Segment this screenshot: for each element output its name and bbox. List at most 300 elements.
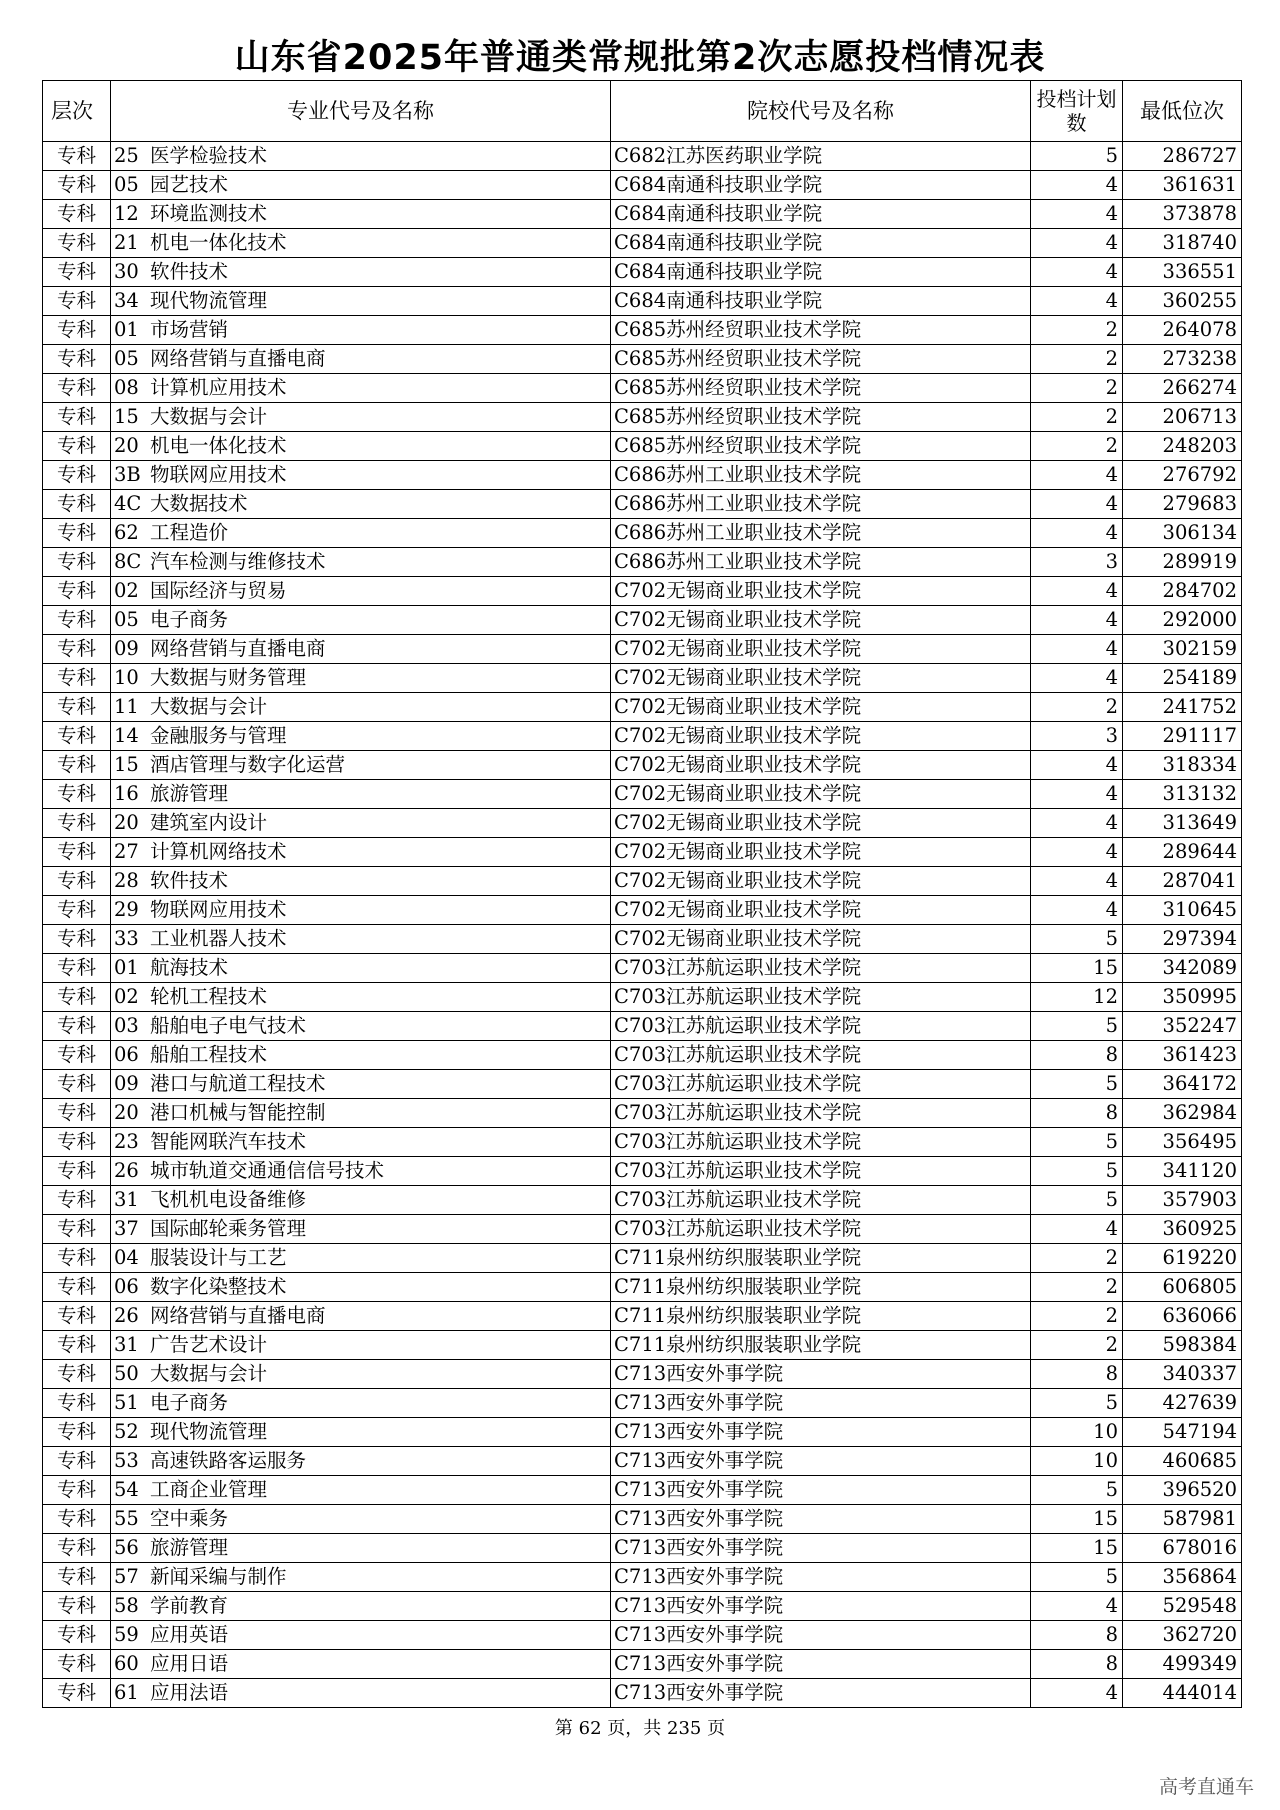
major-name: 工商企业管理 xyxy=(150,1478,268,1501)
cell-major xyxy=(111,1244,611,1273)
major-name: 计算机网络技术 xyxy=(150,840,287,863)
cell-plan: 4 xyxy=(1031,838,1123,867)
major-name: 汽车检测与维修技术 xyxy=(150,550,326,573)
cell-plan: 4 xyxy=(1031,577,1123,606)
cell-rank: 206713 xyxy=(1123,403,1242,432)
major-code: 10 xyxy=(114,666,139,689)
major-code: 09 xyxy=(114,637,139,660)
cell-rank: 361423 xyxy=(1123,1041,1242,1070)
table-row xyxy=(43,1215,1242,1244)
table-body xyxy=(43,142,1242,1708)
major-name: 电子商务 xyxy=(150,608,229,631)
major-name: 网络营销与直播电商 xyxy=(150,637,326,660)
header-level: 层次 xyxy=(43,81,111,142)
major-name: 应用英语 xyxy=(150,1623,229,1646)
table-row xyxy=(43,925,1242,954)
major-code: 37 xyxy=(114,1217,139,1240)
major-name: 工业机器人技术 xyxy=(150,927,287,950)
cell-school: C702无锡商业职业技术学院 xyxy=(611,751,1031,780)
cell-rank: 598384 xyxy=(1123,1331,1242,1360)
cell-level: 专科 xyxy=(43,1650,111,1679)
major-name: 空中乘务 xyxy=(150,1507,229,1530)
table-row xyxy=(43,577,1242,606)
cell-school: C685苏州经贸职业技术学院 xyxy=(611,432,1031,461)
table-row xyxy=(43,635,1242,664)
cell-level: 专科 xyxy=(43,577,111,606)
major-name: 现代物流管理 xyxy=(150,289,268,312)
cell-rank: 341120 xyxy=(1123,1157,1242,1186)
cell-school: C686苏州工业职业技术学院 xyxy=(611,461,1031,490)
major-name: 医学检验技术 xyxy=(150,144,268,167)
cell-plan: 5 xyxy=(1031,1128,1123,1157)
major-code: 51 xyxy=(114,1391,139,1414)
table-row xyxy=(43,1041,1242,1070)
cell-rank: 286727 xyxy=(1123,142,1242,171)
cell-level: 专科 xyxy=(43,606,111,635)
cell-level: 专科 xyxy=(43,1302,111,1331)
major-name: 船舶电子电气技术 xyxy=(150,1014,307,1037)
major-code: 50 xyxy=(114,1362,139,1385)
cell-rank: 357903 xyxy=(1123,1186,1242,1215)
cell-major xyxy=(111,200,611,229)
major-name: 应用日语 xyxy=(150,1652,229,1675)
cell-rank: 362984 xyxy=(1123,1099,1242,1128)
major-code: 16 xyxy=(114,782,139,805)
cell-rank: 318740 xyxy=(1123,229,1242,258)
cell-major xyxy=(111,1534,611,1563)
admission-table xyxy=(42,80,1242,1708)
cell-school: C713西安外事学院 xyxy=(611,1563,1031,1592)
cell-school: C702无锡商业职业技术学院 xyxy=(611,780,1031,809)
table-row xyxy=(43,1534,1242,1563)
cell-school: C713西安外事学院 xyxy=(611,1389,1031,1418)
cell-rank: 396520 xyxy=(1123,1476,1242,1505)
cell-major xyxy=(111,1128,611,1157)
cell-major xyxy=(111,838,611,867)
cell-school: C703江苏航运职业技术学院 xyxy=(611,1041,1031,1070)
major-code: 06 xyxy=(114,1275,139,1298)
cell-level: 专科 xyxy=(43,1534,111,1563)
major-name: 现代物流管理 xyxy=(150,1420,268,1443)
major-name: 航海技术 xyxy=(150,956,229,979)
table-row xyxy=(43,780,1242,809)
header-plan: 投档计划数 xyxy=(1031,81,1123,142)
cell-rank: 313132 xyxy=(1123,780,1242,809)
cell-major xyxy=(111,954,611,983)
cell-school: C702无锡商业职业技术学院 xyxy=(611,838,1031,867)
cell-level: 专科 xyxy=(43,287,111,316)
major-name: 船舶工程技术 xyxy=(150,1043,268,1066)
cell-level: 专科 xyxy=(43,1447,111,1476)
table-row xyxy=(43,1389,1242,1418)
major-name: 金融服务与管理 xyxy=(150,724,287,747)
cell-rank: 306134 xyxy=(1123,519,1242,548)
cell-plan: 4 xyxy=(1031,780,1123,809)
cell-level: 专科 xyxy=(43,200,111,229)
major-code: 59 xyxy=(114,1623,139,1646)
cell-level: 专科 xyxy=(43,1331,111,1360)
cell-plan: 8 xyxy=(1031,1041,1123,1070)
major-name: 建筑室内设计 xyxy=(150,811,268,834)
cell-rank: 284702 xyxy=(1123,577,1242,606)
cell-school: C711泉州纺织服装职业学院 xyxy=(611,1273,1031,1302)
cell-school: C685苏州经贸职业技术学院 xyxy=(611,316,1031,345)
major-name: 物联网应用技术 xyxy=(150,898,287,921)
cell-school: C713西安外事学院 xyxy=(611,1505,1031,1534)
cell-plan: 8 xyxy=(1031,1360,1123,1389)
cell-major xyxy=(111,258,611,287)
cell-plan: 15 xyxy=(1031,1505,1123,1534)
cell-level: 专科 xyxy=(43,1070,111,1099)
major-code: 52 xyxy=(114,1420,139,1443)
table-row xyxy=(43,722,1242,751)
cell-rank: 619220 xyxy=(1123,1244,1242,1273)
table-row xyxy=(43,1128,1242,1157)
cell-plan: 2 xyxy=(1031,345,1123,374)
major-code: 05 xyxy=(114,608,139,631)
table-row xyxy=(43,490,1242,519)
cell-plan: 2 xyxy=(1031,1273,1123,1302)
major-name: 机电一体化技术 xyxy=(150,434,287,457)
major-code: 29 xyxy=(114,898,139,921)
major-name: 物联网应用技术 xyxy=(150,463,287,486)
table-row xyxy=(43,809,1242,838)
cell-major xyxy=(111,548,611,577)
cell-plan: 3 xyxy=(1031,722,1123,751)
major-code: 15 xyxy=(114,753,139,776)
cell-plan: 4 xyxy=(1031,287,1123,316)
cell-level: 专科 xyxy=(43,780,111,809)
cell-rank: 287041 xyxy=(1123,867,1242,896)
cell-rank: 352247 xyxy=(1123,1012,1242,1041)
cell-level: 专科 xyxy=(43,316,111,345)
cell-rank: 373878 xyxy=(1123,200,1242,229)
cell-level: 专科 xyxy=(43,1273,111,1302)
table-row xyxy=(43,1012,1242,1041)
table-row xyxy=(43,345,1242,374)
major-code: 54 xyxy=(114,1478,139,1501)
cell-school: C684南通科技职业学院 xyxy=(611,229,1031,258)
cell-rank: 302159 xyxy=(1123,635,1242,664)
cell-rank: 364172 xyxy=(1123,1070,1242,1099)
cell-level: 专科 xyxy=(43,345,111,374)
cell-plan: 4 xyxy=(1031,635,1123,664)
cell-plan: 2 xyxy=(1031,432,1123,461)
major-code: 31 xyxy=(114,1188,139,1211)
major-code: 31 xyxy=(114,1333,139,1356)
cell-school: C703江苏航运职业技术学院 xyxy=(611,954,1031,983)
cell-major xyxy=(111,1331,611,1360)
cell-school: C703江苏航运职业技术学院 xyxy=(611,1157,1031,1186)
major-name: 新闻采编与制作 xyxy=(150,1565,287,1588)
cell-rank: 289919 xyxy=(1123,548,1242,577)
major-name: 酒店管理与数字化运营 xyxy=(150,753,346,776)
cell-level: 专科 xyxy=(43,258,111,287)
cell-plan: 8 xyxy=(1031,1099,1123,1128)
cell-major xyxy=(111,1273,611,1302)
table-row xyxy=(43,1157,1242,1186)
major-code: 25 xyxy=(114,144,139,167)
cell-plan: 4 xyxy=(1031,606,1123,635)
major-name: 广告艺术设计 xyxy=(150,1333,268,1356)
major-code: 20 xyxy=(114,811,139,834)
cell-school: C685苏州经贸职业技术学院 xyxy=(611,403,1031,432)
cell-level: 专科 xyxy=(43,1099,111,1128)
cell-major xyxy=(111,1099,611,1128)
table-row xyxy=(43,1360,1242,1389)
cell-level: 专科 xyxy=(43,1157,111,1186)
major-code: 27 xyxy=(114,840,139,863)
major-name: 园艺技术 xyxy=(150,173,229,196)
major-code: 20 xyxy=(114,434,139,457)
cell-rank: 356864 xyxy=(1123,1563,1242,1592)
cell-school: C702无锡商业职业技术学院 xyxy=(611,606,1031,635)
cell-plan: 4 xyxy=(1031,258,1123,287)
cell-school: C711泉州纺织服装职业学院 xyxy=(611,1302,1031,1331)
page-footer: 第 62 页，共 235 页 xyxy=(554,1718,726,1739)
table-row xyxy=(43,200,1242,229)
cell-level: 专科 xyxy=(43,1389,111,1418)
major-name: 飞机机电设备维修 xyxy=(150,1188,307,1211)
major-name: 旅游管理 xyxy=(150,1536,229,1559)
cell-major xyxy=(111,1012,611,1041)
cell-level: 专科 xyxy=(43,809,111,838)
cell-major xyxy=(111,867,611,896)
cell-rank: 360925 xyxy=(1123,1215,1242,1244)
cell-plan: 10 xyxy=(1031,1447,1123,1476)
major-name: 高速铁路客运服务 xyxy=(150,1449,307,1472)
major-code: 01 xyxy=(114,318,139,341)
cell-rank: 297394 xyxy=(1123,925,1242,954)
major-code: 3B xyxy=(114,463,141,486)
cell-major xyxy=(111,432,611,461)
major-name: 网络营销与直播电商 xyxy=(150,1304,326,1327)
major-name: 网络营销与直播电商 xyxy=(150,347,326,370)
cell-level: 专科 xyxy=(43,142,111,171)
cell-rank: 636066 xyxy=(1123,1302,1242,1331)
cell-plan: 2 xyxy=(1031,403,1123,432)
cell-major xyxy=(111,1302,611,1331)
cell-major xyxy=(111,809,611,838)
cell-school: C711泉州纺织服装职业学院 xyxy=(611,1331,1031,1360)
cell-school: C703江苏航运职业技术学院 xyxy=(611,1215,1031,1244)
table-row xyxy=(43,374,1242,403)
cell-plan: 4 xyxy=(1031,461,1123,490)
major-code: 05 xyxy=(114,173,139,196)
cell-plan: 4 xyxy=(1031,896,1123,925)
cell-major xyxy=(111,142,611,171)
major-code: 06 xyxy=(114,1043,139,1066)
cell-school: C702无锡商业职业技术学院 xyxy=(611,635,1031,664)
major-code: 26 xyxy=(114,1159,139,1182)
cell-level: 专科 xyxy=(43,432,111,461)
cell-plan: 5 xyxy=(1031,1563,1123,1592)
cell-level: 专科 xyxy=(43,1476,111,1505)
cell-level: 专科 xyxy=(43,635,111,664)
major-code: 02 xyxy=(114,985,139,1008)
cell-rank: 427639 xyxy=(1123,1389,1242,1418)
cell-plan: 4 xyxy=(1031,809,1123,838)
cell-school: C713西安外事学院 xyxy=(611,1679,1031,1708)
cell-level: 专科 xyxy=(43,751,111,780)
cell-school: C713西安外事学院 xyxy=(611,1476,1031,1505)
cell-major xyxy=(111,1215,611,1244)
major-name: 港口与航道工程技术 xyxy=(150,1072,326,1095)
cell-plan: 4 xyxy=(1031,519,1123,548)
cell-level: 专科 xyxy=(43,1244,111,1273)
table-row xyxy=(43,954,1242,983)
cell-school: C702无锡商业职业技术学院 xyxy=(611,867,1031,896)
table-row xyxy=(43,1476,1242,1505)
cell-plan: 10 xyxy=(1031,1418,1123,1447)
cell-major xyxy=(111,316,611,345)
cell-rank: 313649 xyxy=(1123,809,1242,838)
major-name: 学前教育 xyxy=(150,1594,229,1617)
cell-major xyxy=(111,577,611,606)
cell-rank: 254189 xyxy=(1123,664,1242,693)
cell-rank: 547194 xyxy=(1123,1418,1242,1447)
cell-major xyxy=(111,1679,611,1708)
cell-major xyxy=(111,519,611,548)
cell-rank: 360255 xyxy=(1123,287,1242,316)
table-row xyxy=(43,606,1242,635)
cell-level: 专科 xyxy=(43,490,111,519)
cell-plan: 2 xyxy=(1031,1331,1123,1360)
cell-plan: 4 xyxy=(1031,200,1123,229)
cell-level: 专科 xyxy=(43,1041,111,1070)
table-row xyxy=(43,171,1242,200)
cell-rank: 279683 xyxy=(1123,490,1242,519)
major-code: 33 xyxy=(114,927,139,950)
cell-major xyxy=(111,1505,611,1534)
cell-rank: 264078 xyxy=(1123,316,1242,345)
cell-major xyxy=(111,1563,611,1592)
major-name: 大数据与财务管理 xyxy=(150,666,307,689)
major-code: 14 xyxy=(114,724,139,747)
cell-major xyxy=(111,925,611,954)
watermark: 高考直通车 xyxy=(1158,1776,1254,1798)
major-code: 09 xyxy=(114,1072,139,1095)
table-row xyxy=(43,229,1242,258)
cell-major xyxy=(111,606,611,635)
cell-school: C702无锡商业职业技术学院 xyxy=(611,664,1031,693)
table-row xyxy=(43,403,1242,432)
cell-major xyxy=(111,1070,611,1099)
cell-level: 专科 xyxy=(43,1128,111,1157)
cell-plan: 5 xyxy=(1031,1186,1123,1215)
major-code: 03 xyxy=(114,1014,139,1037)
cell-major xyxy=(111,345,611,374)
cell-rank: 587981 xyxy=(1123,1505,1242,1534)
cell-school: C713西安外事学院 xyxy=(611,1592,1031,1621)
major-name: 服装设计与工艺 xyxy=(150,1246,287,1269)
major-name: 国际邮轮乘务管理 xyxy=(150,1217,307,1240)
cell-level: 专科 xyxy=(43,954,111,983)
cell-major xyxy=(111,1389,611,1418)
cell-major xyxy=(111,983,611,1012)
major-code: 26 xyxy=(114,1304,139,1327)
cell-rank: 678016 xyxy=(1123,1534,1242,1563)
major-code: 53 xyxy=(114,1449,139,1472)
table-row xyxy=(43,548,1242,577)
cell-school: C686苏州工业职业技术学院 xyxy=(611,548,1031,577)
cell-school: C703江苏航运职业技术学院 xyxy=(611,1186,1031,1215)
cell-rank: 529548 xyxy=(1123,1592,1242,1621)
major-name: 数字化染整技术 xyxy=(150,1275,287,1298)
cell-major xyxy=(111,229,611,258)
major-code: 58 xyxy=(114,1594,139,1617)
cell-plan: 5 xyxy=(1031,1389,1123,1418)
cell-rank: 336551 xyxy=(1123,258,1242,287)
cell-major xyxy=(111,490,611,519)
major-name: 大数据与会计 xyxy=(150,405,268,428)
cell-level: 专科 xyxy=(43,693,111,722)
major-name: 工程造价 xyxy=(150,521,229,544)
cell-plan: 4 xyxy=(1031,751,1123,780)
cell-plan: 5 xyxy=(1031,925,1123,954)
cell-plan: 4 xyxy=(1031,1679,1123,1708)
cell-plan: 8 xyxy=(1031,1650,1123,1679)
table-row xyxy=(43,1331,1242,1360)
cell-level: 专科 xyxy=(43,1679,111,1708)
cell-major xyxy=(111,1621,611,1650)
table-row xyxy=(43,664,1242,693)
cell-plan: 2 xyxy=(1031,1302,1123,1331)
major-name: 大数据与会计 xyxy=(150,1362,268,1385)
major-code: 61 xyxy=(114,1681,139,1704)
major-code: 12 xyxy=(114,202,139,225)
major-name: 应用法语 xyxy=(150,1681,229,1704)
cell-school: C702无锡商业职业技术学院 xyxy=(611,809,1031,838)
cell-plan: 4 xyxy=(1031,867,1123,896)
major-name: 市场营销 xyxy=(150,318,229,341)
major-code: 8C xyxy=(114,550,142,573)
cell-major xyxy=(111,171,611,200)
cell-plan: 4 xyxy=(1031,664,1123,693)
major-name: 港口机械与智能控制 xyxy=(150,1101,326,1124)
major-code: 34 xyxy=(114,289,139,312)
major-name: 大数据与会计 xyxy=(150,695,268,718)
major-name: 环境监测技术 xyxy=(150,202,268,225)
table-row xyxy=(43,1244,1242,1273)
cell-rank: 350995 xyxy=(1123,983,1242,1012)
cell-school: C685苏州经贸职业技术学院 xyxy=(611,345,1031,374)
cell-rank: 276792 xyxy=(1123,461,1242,490)
cell-school: C684南通科技职业学院 xyxy=(611,200,1031,229)
cell-plan: 5 xyxy=(1031,142,1123,171)
cell-school: C684南通科技职业学院 xyxy=(611,171,1031,200)
cell-major xyxy=(111,635,611,664)
cell-level: 专科 xyxy=(43,1360,111,1389)
cell-rank: 362720 xyxy=(1123,1621,1242,1650)
major-code: 28 xyxy=(114,869,139,892)
cell-rank: 361631 xyxy=(1123,171,1242,200)
cell-plan: 15 xyxy=(1031,1534,1123,1563)
cell-school: C713西安外事学院 xyxy=(611,1534,1031,1563)
cell-school: C702无锡商业职业技术学院 xyxy=(611,693,1031,722)
cell-rank: 318334 xyxy=(1123,751,1242,780)
cell-rank: 342089 xyxy=(1123,954,1242,983)
cell-major xyxy=(111,722,611,751)
table-row xyxy=(43,1099,1242,1128)
cell-rank: 606805 xyxy=(1123,1273,1242,1302)
table-row xyxy=(43,519,1242,548)
table-row xyxy=(43,142,1242,171)
cell-level: 专科 xyxy=(43,1592,111,1621)
cell-plan: 5 xyxy=(1031,1476,1123,1505)
cell-level: 专科 xyxy=(43,171,111,200)
cell-rank: 444014 xyxy=(1123,1679,1242,1708)
